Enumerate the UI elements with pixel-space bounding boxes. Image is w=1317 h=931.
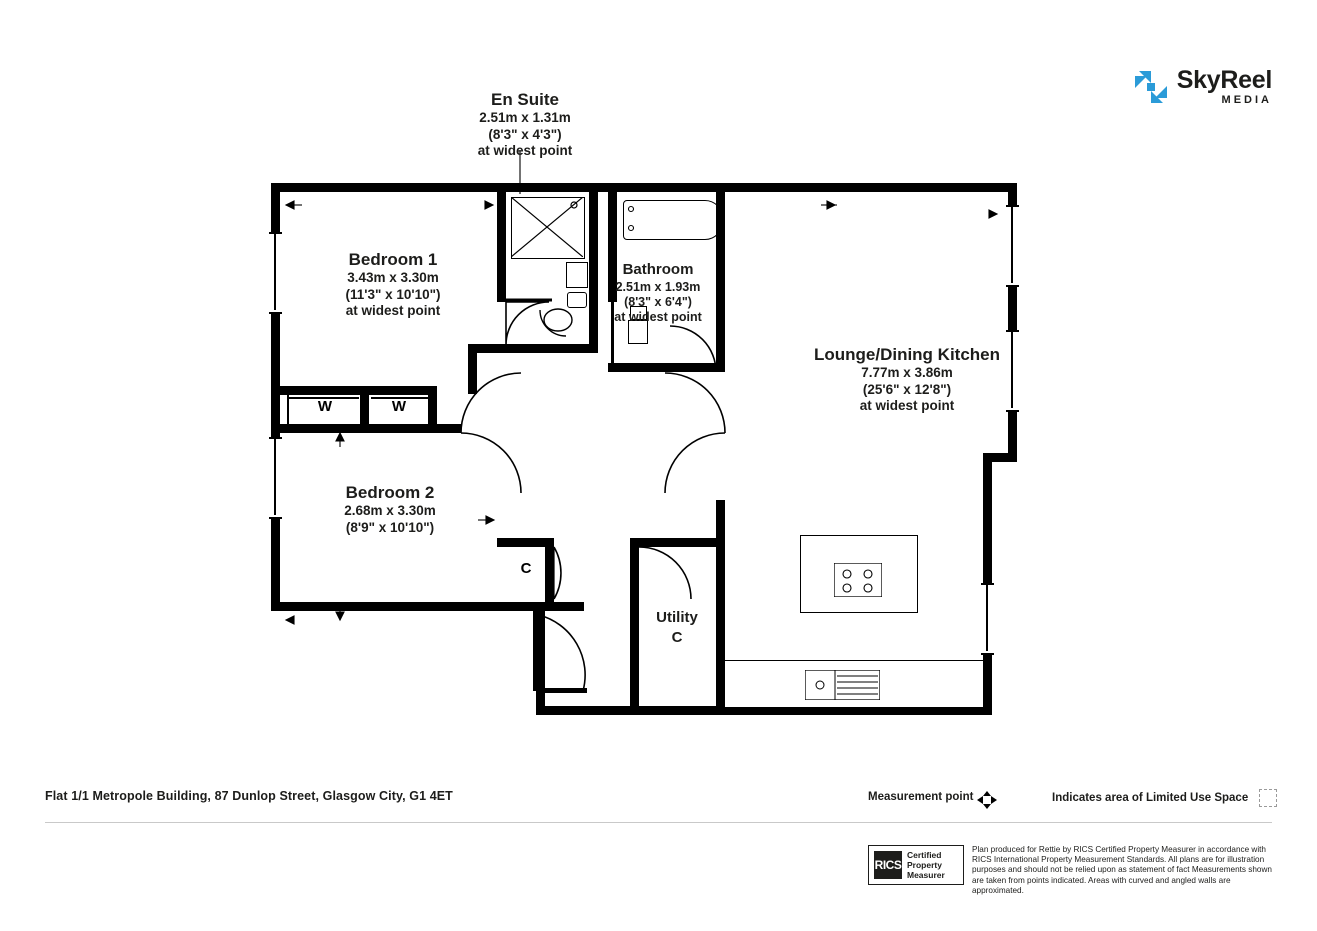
room-label-bedroom2 <box>295 483 485 536</box>
lounge-imperial: (25'6" x 12'8") <box>862 381 952 397</box>
skyreel-logo-icon <box>1133 69 1169 105</box>
bathroom-note: at widest point <box>614 310 702 324</box>
measurement-point-label: Measurement point <box>868 791 974 803</box>
room-label-bedroom1 <box>298 250 488 320</box>
brand-sub: MEDIA <box>1221 94 1272 106</box>
wall-bathroom-bottom <box>608 363 725 372</box>
room-label-utility <box>621 608 733 648</box>
bathroom-bath-taps <box>623 200 721 238</box>
limited-use-label: Indicates area of Limited Use Space <box>1052 792 1249 804</box>
lounge-metric: 7.77m x 3.86m <box>861 365 953 380</box>
bedroom1-note: at widest point <box>345 303 441 318</box>
utility-name: Utility <box>656 609 698 626</box>
kitchen-hob-icon <box>834 563 882 597</box>
wall-hall-entry <box>536 602 584 611</box>
ensuite-name: En Suite <box>490 90 559 109</box>
wall-ensuite-bottom <box>468 344 598 353</box>
kitchen-sink-icon <box>805 670 880 700</box>
lounge-name: Lounge/Dining Kitchen <box>813 345 1001 364</box>
brand-logo <box>1133 68 1272 106</box>
brand-name: SkyReel <box>1176 66 1272 94</box>
bathroom-metric: 2.51m x 1.93m <box>615 280 701 294</box>
bedroom2-metric: 2.68m x 3.30m <box>344 503 436 518</box>
ensuite-imperial: (8'3" x 4'3") <box>488 126 562 142</box>
wall-bottom-lounge <box>716 706 992 715</box>
bedroom1-name: Bedroom 1 <box>348 250 438 269</box>
wall-bedroom1-right <box>497 192 506 302</box>
limited-use-swatch <box>1259 789 1277 807</box>
ensuite-metric: 2.51m x 1.31m <box>479 110 571 125</box>
disclaimer-text: Plan produced for Rettie by RICS Certified Property Measurer in accordance with RICS International Property Measurement Standards. All plans are for illustration purposes and should not be relied upon as statement of fact Measurements shown are taken from points indicated. Areas with curved and angled walls are approximated. <box>972 845 1272 895</box>
wall-hall-left-lower <box>536 602 545 715</box>
rics-mark: RICS <box>874 851 902 879</box>
cupboard-tag-c: C <box>520 560 532 577</box>
wall-top-left <box>271 183 1017 192</box>
utility-metric: C <box>671 629 683 646</box>
window-right-lounge-upper-line <box>1011 205 1013 283</box>
window-right-lounge-lower-line <box>986 583 988 651</box>
wall-bedroom2-bottom <box>271 602 545 611</box>
wall-w-right <box>428 386 437 433</box>
rics-line-3: Measurer <box>907 870 945 880</box>
wall-w-left-thin <box>287 388 289 430</box>
rics-line-1: Certified <box>907 850 942 860</box>
wall-cupboard-right <box>545 538 554 608</box>
bathroom-name: Bathroom <box>622 261 694 278</box>
bedroom2-name: Bedroom 2 <box>345 483 435 502</box>
bedroom1-metric: 3.43m x 3.30m <box>347 270 439 285</box>
cupboard-tag-w2: W <box>391 398 407 415</box>
cupboard-tag-w1: W <box>317 398 333 415</box>
wall-cupboard-top <box>497 538 554 547</box>
wall-utility-top <box>630 538 725 547</box>
room-label-lounge <box>762 345 1052 415</box>
window-left-bedroom1-line <box>274 232 276 310</box>
window-left-bedroom2-line <box>274 437 276 515</box>
bedroom1-imperial: (11'3" x 10'10") <box>345 286 441 302</box>
rics-line-2: Property <box>907 860 942 870</box>
room-label-bathroom <box>563 260 753 325</box>
wall-bedroom1-bottom <box>271 386 436 395</box>
property-address: Flat 1/1 Metropole Building, 87 Dunlop Street, Glasgow City, G1 4ET <box>45 789 453 803</box>
footer-divider <box>45 822 1272 823</box>
measurement-point-icon <box>975 790 999 810</box>
bathroom-imperial: (8'3" x 6'4") <box>624 295 692 309</box>
bedroom2-imperial: (8'9" x 10'10") <box>345 519 435 535</box>
room-label-ensuite <box>430 90 620 160</box>
wall-w-divider <box>360 386 369 433</box>
ensuite-shower-lines <box>511 197 583 257</box>
rics-badge <box>868 845 964 885</box>
ensuite-note: at widest point <box>477 143 573 158</box>
lounge-note: at widest point <box>859 398 955 413</box>
